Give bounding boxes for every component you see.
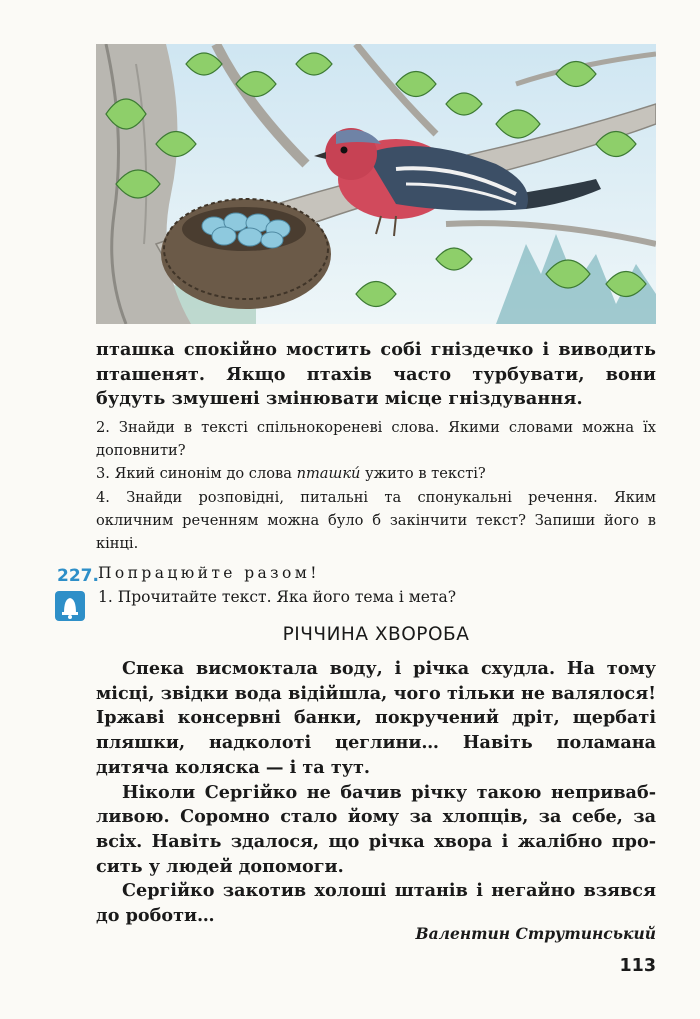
question-3-start: 3. Який синонім до слова xyxy=(96,465,297,483)
question-3-italic-word: пташки́ xyxy=(296,465,361,483)
question-2: 2. Знайди в тексті спільнокореневі слова. Якими словами можна їх доповнити? xyxy=(96,419,656,460)
question-3-end: ужито в тексті? xyxy=(360,465,486,483)
story-title: РІЧЧИНА ХВОРОБА xyxy=(282,624,470,645)
bird-nest-illustration xyxy=(96,44,656,324)
story-text xyxy=(96,657,656,929)
page-number: 113 xyxy=(619,956,656,976)
questions-block xyxy=(96,416,656,555)
question-3 xyxy=(96,462,656,485)
story-paragraph: Спека висмоктала воду, і річка схудла. На тому місці, звідки вода відійшла, чого тільки не валялося! Іржаві консервні банки, покручений дріт, щербаті пляшки, надколоті цеглини… Навіть поламана дитяча коляска — і та тут. xyxy=(96,658,656,778)
exercise-number: 227. xyxy=(57,566,99,586)
story-paragraph: Ніколи Сергійко не бачив річку такою непривабливою. Соромно стало йому за хлопців, за себе, за всіх. Навіть здалося, що річка хвора і жалібно просить у людей допомоги. xyxy=(96,781,656,877)
author-name: Валентин Струтинський xyxy=(415,924,656,943)
lead-paragraph: пташка спокійно мостить собі гніздечко і виводить пташенят. Якщо птахів часто турбувати, вони будуть змушені змінювати місце гніздування. xyxy=(96,339,656,409)
question-4: 4. Знайди розповідні, питальні та спонукальні речення. Яким окличним реченням можна було б закінчити текст? Запиши його в кінці. xyxy=(96,488,656,553)
bell-icon xyxy=(54,589,86,623)
exercise-task: 1. Прочитайте текст. Яка його тема і мета? xyxy=(98,588,457,606)
story-paragraph: Сергійко закотив холоші штанів і негайно взявся до роботи… xyxy=(96,880,656,927)
exercise-heading: Попрацюйте разом! xyxy=(98,564,320,582)
